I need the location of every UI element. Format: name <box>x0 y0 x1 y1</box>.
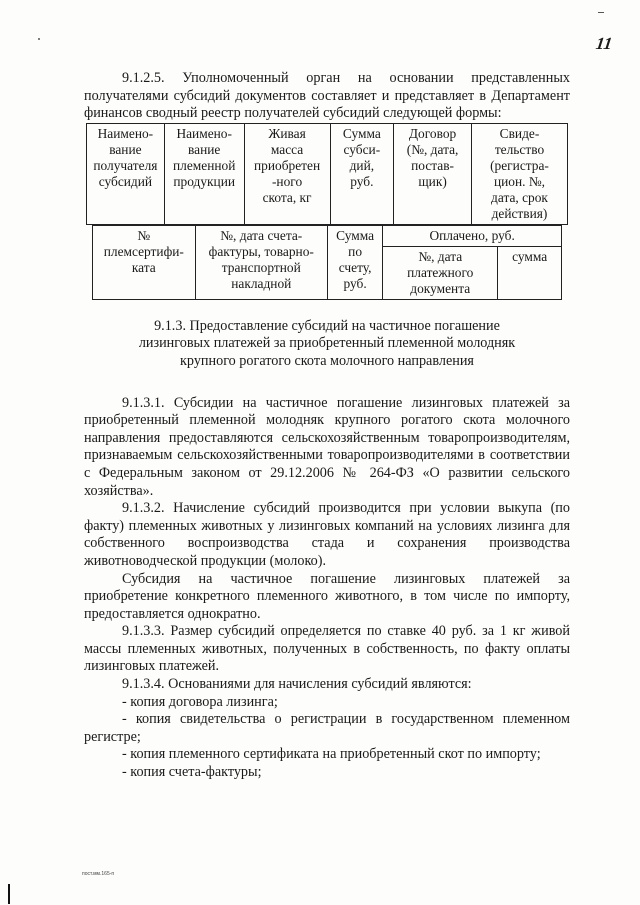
scan-tick <box>598 12 604 13</box>
scan-edge-mark <box>8 884 10 904</box>
header-live-weight: Живая масса приобретен -ного скота, кг <box>244 123 330 224</box>
paragraph-9-1-3-2: 9.1.3.2. Начисление субсидий производится при условии выкупа (по факту) племенных животных у лизинговых компаний на условиях лизинга для собственного воспроизводства стада и сохранения производства животноводческой продукции (молоко). <box>84 500 570 569</box>
registry-table <box>86 123 568 225</box>
header-product-name: Наимено- вание племенной продукции <box>164 123 244 224</box>
list-item: - копия счета-фактуры; <box>122 764 262 781</box>
list-item: - копия договора лизинга; <box>122 693 278 710</box>
header-certificate: Свиде- тельство (регистра- цион. №, дата, срок действия) <box>471 123 567 224</box>
paragraph-9-1-3-1: 9.1.3.1. Субсидии на частичное погашение лизинговых платежей за приобретенный племенной молодняк крупного рогатого скота молочного направления предоставляются сельскохозяйственным товаропроизводителям, признаваемым сельскохозяйственными товаропроизводителями в соответствии с Федеральным законом от 29.12.2006 № 264-ФЗ «О развитии сельского хозяйства». <box>84 394 570 499</box>
document-body <box>84 70 570 782</box>
section-title-9-1-3: 9.1.3. Предоставление субсидий на частичное погашение лизинговых платежей за приобретенный племенной молодняк крупного рогатого скота молочного направления <box>138 317 516 369</box>
paragraph-9-1-3-4: 9.1.3.4. Основаниями для начисления субсидий являются: <box>122 676 472 693</box>
scan-speck <box>38 38 40 40</box>
header-paid: Оплачено, руб. <box>383 225 562 246</box>
header-invoice-sum: Сумма по счету, руб. <box>327 225 382 299</box>
header-contract: Договор (№, дата, постав- щик) <box>394 123 472 224</box>
paragraph-9-1-2-5: 9.1.2.5. Уполномоченный орган на основании представленных получателями субсидий документов составляет и представляет в Департамент финансов сводный реестр получателей субсидий следующей формы: <box>84 70 570 122</box>
header-payment-doc: №, дата платежного документа <box>383 246 498 299</box>
header-subsidy-sum: Сумма субси- дий, руб. <box>330 123 394 224</box>
paragraph-subsidy-once: Субсидия на частичное погашение лизинговых платежей за приобретение конкретного племенного животного, в том числе по импорту, предоставляется однократно. <box>84 570 570 622</box>
page-number: 11 <box>594 34 614 53</box>
paragraph-9-1-3-3: 9.1.3.3. Размер субсидий определяется по ставке 40 руб. за 1 кг живой массы племенных животных, полученных в собственность, по факту оплаты лизинговых платежей. <box>84 623 570 675</box>
payment-table <box>92 225 562 300</box>
header-paid-sum: сумма <box>498 246 562 299</box>
header-invoice: №, дата счета- фактуры, товарно- транспортной накладной <box>195 225 327 299</box>
list-item: - копия племенного сертификата на приобретенный скот по импорту; <box>122 746 541 763</box>
list-item: - копия свидетельства о регистрации в государственном племенном регистре; <box>84 711 570 745</box>
header-recipient-name: Наимено- вание получателя субсидий <box>87 123 165 224</box>
header-certificate-number: № племсертифи- ката <box>93 225 196 299</box>
footer-code: пост.мм.165-п <box>82 871 115 877</box>
